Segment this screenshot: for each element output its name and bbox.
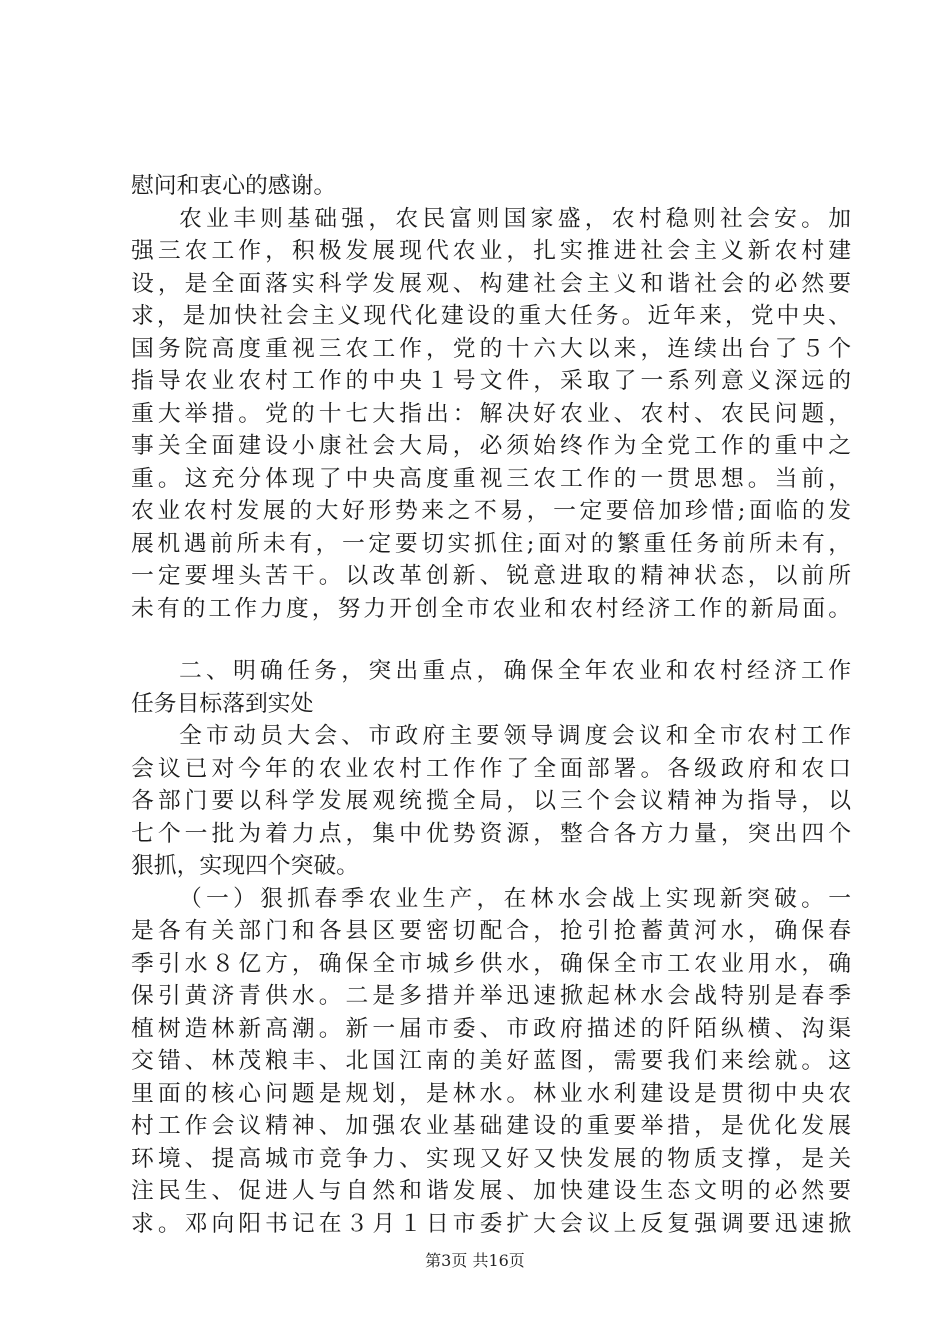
text-line: 会议已对今年的农业农村工作作了全面部署。各级政府和农口 xyxy=(131,755,851,782)
text-line: 一定要埋头苦干。以改革创新、锐意进取的精神状态，以前所 xyxy=(131,563,851,589)
text-line: 重。这充分体现了中央高度重视三农工作的一贯思想。当前， xyxy=(131,465,851,492)
text-line: 农业丰则基础强，农民富则国家盛，农村稳则社会安。加 xyxy=(179,205,851,232)
text-line: 保引黄济青供水。二是多措并举迅速掀起林水会战特别是春季 xyxy=(131,983,851,1009)
text-line: 植树造林新高潮。新一届市委、市政府描述的阡陌纵横、沟渠 xyxy=(131,1015,851,1042)
text-line: 季引水８亿方，确保全市城乡供水，确保全市工农业用水，确 xyxy=(131,950,851,977)
text-line: 求，是加快社会主义现代化建设的重大任务。近年来，党中央、 xyxy=(131,303,851,329)
text-line: 事关全面建设小康社会大局，必须始终作为全党工作的重中之 xyxy=(131,433,851,459)
text-line: 狠抓，实现四个突破。 xyxy=(131,853,359,879)
text-line: 是各有关部门和各县区要密切配合，抢引抢蓄黄河水，确保春 xyxy=(131,918,851,944)
text-line: 求。邓向阳书记在３月１日市委扩大会议上反复强调要迅速掀 xyxy=(131,1210,851,1237)
text-line: 农业农村发展的大好形势来之不易，一定要倍加珍惜;面临的发 xyxy=(131,498,851,524)
section-heading-line: 任务目标落到实处 xyxy=(131,690,314,717)
text-line: 村工作会议精神、加强农业基础建设的重要举措，是优化发展 xyxy=(131,1113,851,1139)
text-line: 环境、提高城市竞争力、实现又好又快发展的物质支撑，是关 xyxy=(131,1145,851,1172)
text-line: （一）狠抓春季农业生产，在林水会战上实现新突破。一 xyxy=(179,885,851,912)
text-line: 各部门要以科学发展观统揽全局，以三个会议精神为指导，以 xyxy=(131,788,851,814)
page-number-footer: 第3页 共16页 xyxy=(425,1251,525,1270)
text-line: 交错、林茂粮丰、北国江南的美好蓝图，需要我们来绘就。这 xyxy=(131,1048,851,1074)
text-line: 国务院高度重视三农工作，党的十六大以来，连续出台了５个 xyxy=(131,335,851,362)
text-line: 重大举措。党的十七大指出：解决好农业、农村、农民问题， xyxy=(131,400,851,427)
text-line: 七个一批为着力点，集中优势资源，整合各方力量，突出四个 xyxy=(131,820,851,847)
text-line: 强三农工作，积极发展现代农业，扎实推进社会主义新农村建 xyxy=(131,238,851,264)
text-line: 注民生、促进人与自然和谐发展、加快建设生态文明的必然要 xyxy=(131,1178,851,1204)
text-line: 里面的核心问题是规划，是林水。林业水利建设是贯彻中央农 xyxy=(131,1080,851,1107)
text-line: 未有的工作力度，努力开创全市农业和农村经济工作的新局面。 xyxy=(131,595,851,622)
text-line: 设，是全面落实科学发展观、构建社会主义和谐社会的必然要 xyxy=(131,270,851,297)
text-line: 指导农业农村工作的中央１号文件，采取了一系列意义深远的 xyxy=(131,368,851,394)
document-body xyxy=(131,170,851,1240)
text-line: 全市动员大会、市政府主要领导调度会议和全市农村工作 xyxy=(179,723,851,749)
section-heading-line: 二、明确任务，突出重点，确保全年农业和农村经济工作 xyxy=(179,658,851,684)
text-line: 展机遇前所未有，一定要切实抓住;面对的繁重任务前所未有， xyxy=(131,530,851,557)
text-line: 慰问和衷心的感谢。 xyxy=(131,173,337,199)
paragraph-gap xyxy=(131,625,851,655)
